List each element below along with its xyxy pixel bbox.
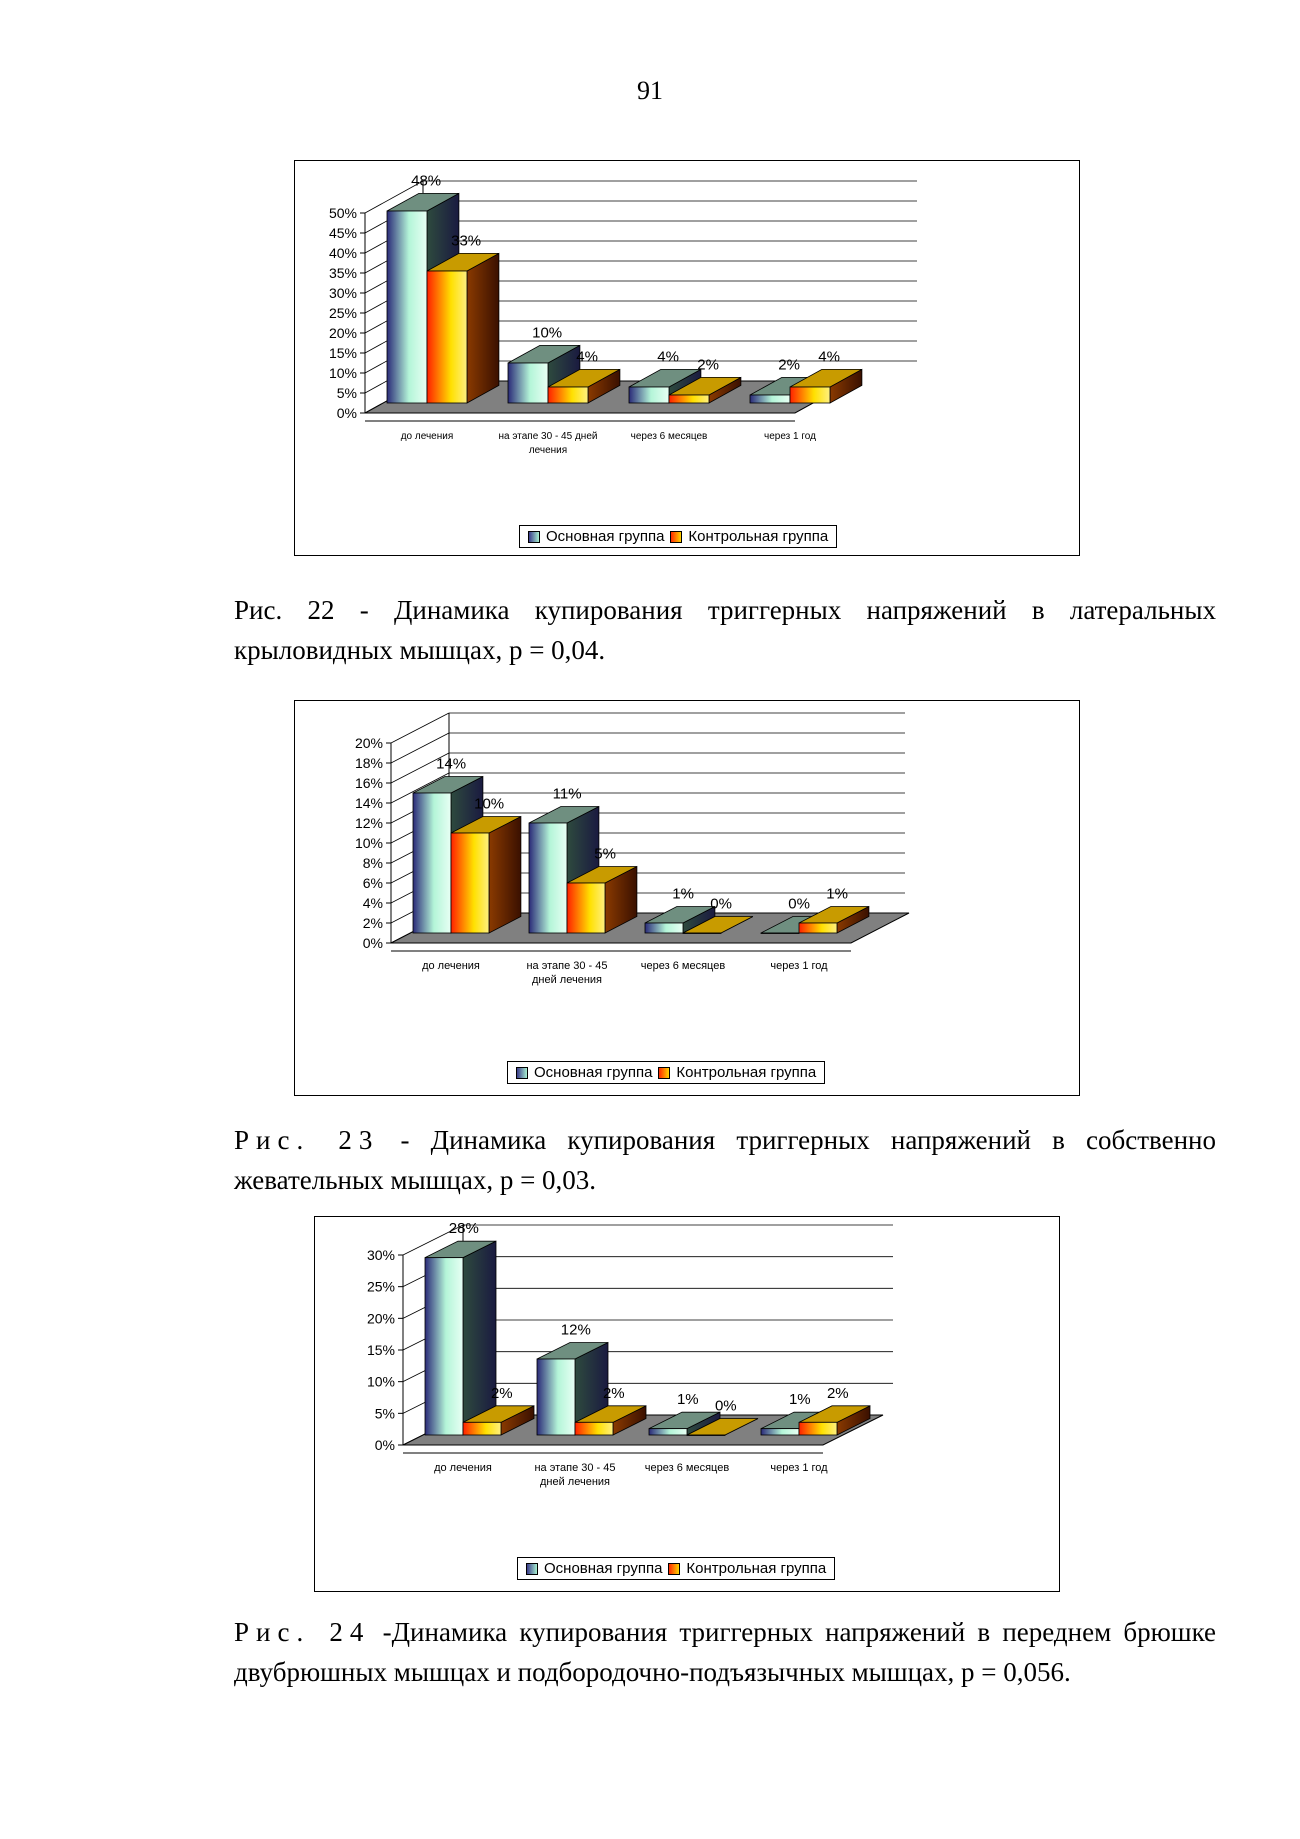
data-label: 1% — [676, 1391, 699, 1409]
y-tick-label: 10% — [328, 365, 357, 381]
data-label: 48% — [411, 172, 442, 190]
data-label: 2% — [602, 1384, 625, 1402]
legend-swatch-main — [516, 1067, 528, 1079]
legend-label-main: Основная группа — [534, 1064, 653, 1081]
bar-control-side — [467, 253, 499, 403]
bar-control — [463, 1422, 501, 1435]
legend-label-control: Контрольная группа — [686, 1560, 827, 1577]
y-tick-label: 25% — [328, 305, 357, 321]
caption-fig-24 — [156, 1612, 1216, 1692]
bar-main — [629, 387, 669, 403]
y-tick-label: 16% — [354, 775, 383, 791]
legend-label-control: Контрольная группа — [688, 528, 829, 545]
data-label: 2% — [697, 356, 719, 374]
x-category-label: через 6 месяцев — [640, 960, 726, 972]
y-tick-label: 8% — [362, 855, 383, 871]
y-tick-label: 20% — [366, 1310, 395, 1327]
y-tick-label: 12% — [354, 815, 383, 831]
x-category-label: дней лечения — [539, 1476, 611, 1488]
bar-control — [548, 387, 588, 403]
y-tick-label: 0% — [374, 1437, 395, 1453]
caption-text: - Динамика купирования триггерных напряжений в собственно жевательных мышцах, р = 0,03. — [234, 1125, 1217, 1195]
data-label: 0% — [710, 895, 732, 913]
y-tick-label: 15% — [366, 1342, 395, 1358]
y-tick-label: 15% — [328, 345, 357, 361]
x-category-label: через 1 год — [770, 960, 828, 972]
chart-legend — [519, 525, 837, 548]
x-category-label: до лечения — [400, 431, 454, 442]
legend-swatch-control — [670, 531, 682, 543]
x-category-label: через 6 месяцев — [644, 1462, 730, 1474]
data-label: 11% — [552, 785, 582, 803]
bar-control — [575, 1422, 613, 1435]
chart-plot-area — [295, 701, 1081, 1097]
bar-main — [387, 211, 427, 403]
legend-swatch-main — [528, 531, 540, 543]
y-tick-label: 6% — [362, 875, 383, 891]
page-number: 91 — [637, 76, 663, 105]
bar-main — [529, 823, 567, 933]
y-tick-label: 45% — [328, 225, 357, 241]
bar-main — [425, 1258, 463, 1435]
y-tick-label: 10% — [354, 835, 383, 851]
y-tick-label: 0% — [336, 405, 357, 421]
caption-fig-label: Рис. 23 — [234, 1125, 380, 1155]
bar-control — [790, 387, 830, 403]
data-label: 1% — [788, 1391, 811, 1409]
chart-legend — [507, 1061, 825, 1084]
legend-label-main: Основная группа — [546, 528, 665, 545]
y-tick-label: 2% — [362, 915, 383, 931]
x-category-label: лечения — [528, 445, 568, 456]
data-label: 5% — [594, 845, 616, 863]
x-category-label: на этапе 30 - 45 — [526, 960, 608, 972]
data-label: 4% — [576, 348, 598, 366]
y-tick-label: 50% — [328, 205, 357, 221]
y-tick-label: 30% — [328, 285, 357, 301]
caption-fig-label: Рис. 22 — [234, 595, 335, 625]
data-label: 1% — [826, 885, 848, 903]
bar-main — [649, 1429, 687, 1435]
y-tick-label: 20% — [328, 325, 357, 341]
data-label: 0% — [788, 895, 810, 913]
bar-control — [687, 1435, 725, 1436]
chart-masseter — [294, 700, 1080, 1096]
bar-main — [761, 933, 799, 934]
bar-main — [537, 1359, 575, 1435]
caption-fig-label: Рис. 24 — [234, 1617, 371, 1647]
bar-main — [645, 923, 683, 933]
y-tick-label: 20% — [354, 735, 383, 751]
legend-label-control: Контрольная группа — [676, 1064, 817, 1081]
data-label: 28% — [448, 1220, 479, 1238]
y-tick-label: 35% — [328, 265, 357, 281]
y-tick-label: 5% — [374, 1405, 395, 1422]
bar-main — [508, 363, 548, 403]
caption-text: - Динамика купирования триггерных напряжений в латеральных крыловидных мышцах, р = 0,04. — [234, 595, 1216, 665]
x-category-label: до лечения — [422, 960, 480, 972]
data-label: 14% — [436, 755, 467, 773]
y-tick-label: 30% — [366, 1247, 395, 1263]
bar-control — [567, 883, 605, 933]
bar-control — [427, 271, 467, 403]
y-tick-label: 14% — [354, 795, 383, 811]
x-category-label: на этапе 30 - 45 дней — [498, 431, 598, 442]
bar-main — [413, 793, 451, 933]
bar-control — [451, 833, 489, 933]
chart-plot-area — [315, 1217, 1061, 1593]
bar-control — [669, 395, 709, 403]
x-category-label: на этапе 30 - 45 — [534, 1462, 616, 1474]
data-label: 0% — [714, 1397, 737, 1415]
data-label: 4% — [657, 348, 679, 366]
x-category-label: через 6 месяцев — [630, 431, 708, 442]
x-category-label: через 1 год — [764, 431, 816, 442]
legend-swatch-control — [658, 1067, 670, 1079]
x-category-label: дней лечения — [531, 974, 603, 986]
y-tick-label: 5% — [336, 385, 357, 401]
bar-control-side — [489, 817, 521, 934]
y-tick-label: 40% — [328, 245, 357, 261]
data-label: 10% — [532, 324, 563, 342]
data-label: 2% — [826, 1384, 849, 1402]
caption-text: -Динамика купирования триггерных напряжений в переднем брюшке двубрюшных мышцах и подбородочно-подъязычных мышцах, р = 0,056. — [234, 1617, 1217, 1687]
legend-swatch-control — [668, 1563, 680, 1575]
x-category-label: до лечения — [434, 1462, 492, 1474]
y-tick-label: 10% — [366, 1373, 395, 1390]
caption-fig-22 — [156, 590, 1216, 670]
chart-digastric — [314, 1216, 1060, 1592]
data-label: 2% — [778, 356, 800, 374]
y-tick-label: 25% — [366, 1278, 395, 1295]
data-label: 33% — [451, 232, 482, 250]
bar-main — [750, 395, 790, 403]
y-tick-label: 18% — [354, 755, 383, 771]
bar-control — [799, 1422, 837, 1435]
bar-control — [683, 933, 721, 934]
bar-control — [799, 923, 837, 933]
caption-fig-23 — [156, 1120, 1216, 1200]
bar-main — [761, 1429, 799, 1435]
chart-lateral-pterygoid — [294, 160, 1080, 556]
chart-plot-area — [295, 161, 1081, 557]
data-label: 1% — [672, 885, 694, 903]
data-label: 2% — [490, 1384, 513, 1402]
bar-main-side — [463, 1241, 496, 1435]
legend-label-main: Основная группа — [544, 1560, 663, 1577]
gridline-diagonal — [391, 713, 449, 743]
x-category-label: через 1 год — [770, 1462, 828, 1474]
y-tick-label: 0% — [362, 935, 383, 951]
y-tick-label: 4% — [362, 895, 383, 911]
legend-swatch-main — [526, 1563, 538, 1575]
data-label: 12% — [560, 1321, 591, 1339]
data-label: 4% — [818, 348, 840, 366]
chart-legend — [517, 1557, 835, 1580]
data-label: 10% — [474, 795, 505, 813]
